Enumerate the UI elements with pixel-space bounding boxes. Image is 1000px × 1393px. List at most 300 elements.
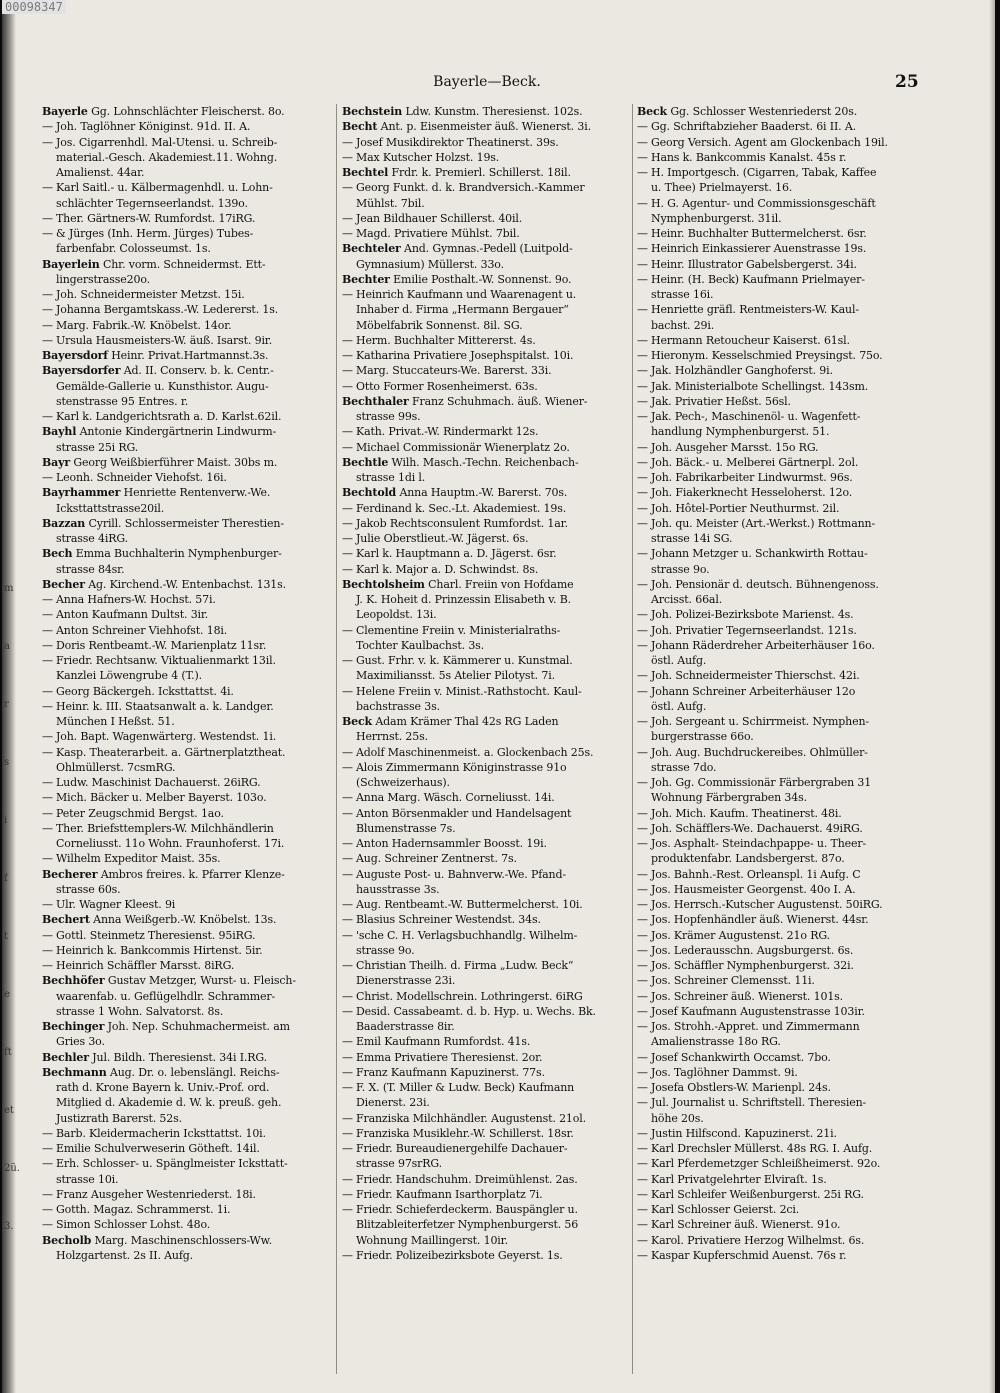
entry-text: Wilhelm Expeditor Maist. 35s. <box>56 852 221 866</box>
ditto-dash: — <box>342 288 353 301</box>
entry-text: Emilie Schulverweserin Götheft. 14il. <box>56 1142 260 1155</box>
entry-text: Emma Privatiere Theresienst. 2or. <box>356 1050 543 1064</box>
sub-entry <box>637 379 933 394</box>
sub-entry <box>42 790 338 805</box>
ditto-dash: — <box>42 806 53 820</box>
continuation-line: Tochter Kaulbachst. 3s. <box>356 638 485 652</box>
sub-entry <box>637 623 933 638</box>
ditto-dash: — <box>637 1020 648 1033</box>
continuation-line: Kanzlei Löwengrube 4 (T.). <box>56 669 202 683</box>
sub-entry <box>342 684 638 699</box>
entry-text: Gust. Frhr. v. k. Kämmerer u. Kunstmal. <box>356 654 573 667</box>
ditto-dash: — <box>637 303 648 317</box>
entry-text: Justin Hilfscond. Kapuzinerst. 21i. <box>651 1126 837 1140</box>
ditto-dash: — <box>42 211 53 225</box>
entry-text: Jak. Pech-, Maschinenöl- u. Wagenfett- <box>651 410 861 423</box>
sub-entry <box>342 1187 638 1202</box>
sub-entry <box>42 318 338 333</box>
sub-entry <box>342 1065 638 1080</box>
ditto-dash: — <box>342 837 353 850</box>
entry-text: Joh. Polizei-Bezirksbote Marienst. 4s. <box>651 608 854 622</box>
surname-heading: Bechler <box>42 1050 89 1064</box>
ditto-dash: — <box>637 821 648 835</box>
continuation-line: Möbelfabrik Sonnenst. 8il. SG. <box>356 318 523 332</box>
entry-text: Karl Drechsler Müllerst. 48s RG. I. Aufg. <box>651 1142 873 1155</box>
sub-entry <box>342 531 638 546</box>
sub-entry <box>42 226 338 241</box>
ditto-dash: — <box>342 989 353 1003</box>
directory-entry <box>42 912 338 927</box>
entry-text: Franz Ausgeher Westenriederst. 18i. <box>56 1187 256 1201</box>
ditto-dash: — <box>637 776 648 789</box>
entry-text: Hermann Retoucheur Kaiserst. 61sl. <box>651 333 850 347</box>
sub-entry <box>42 607 338 622</box>
ditto-dash: — <box>637 1203 648 1216</box>
margin-mark: m <box>4 583 14 594</box>
entry-text: & Jürges (Inh. Herm. Jürges) Tubes- <box>56 227 254 240</box>
column-1 <box>42 104 338 1263</box>
sub-entry <box>637 1156 933 1171</box>
entry-text: Heinr. k. III. Staatsanwalt a. k. Landger. <box>56 699 274 713</box>
ditto-dash: — <box>342 379 353 393</box>
ditto-dash: — <box>637 867 648 881</box>
ditto-dash: — <box>342 654 353 667</box>
ditto-dash: — <box>42 608 53 622</box>
continuation-line: Leopoldst. 13i. <box>356 608 437 622</box>
sub-entry <box>42 699 338 714</box>
entry-text: Doris Rentbeamt.-W. Marienplatz 11sr. <box>56 638 267 652</box>
surname-heading: Bayerlein <box>42 257 100 271</box>
ditto-dash: — <box>637 669 648 683</box>
ditto-dash: — <box>342 516 353 530</box>
entry-text: Marg. Maschinenschlossers-Ww. <box>91 1233 272 1247</box>
directory-entry <box>42 257 338 272</box>
directory-entry <box>342 394 638 409</box>
ditto-dash: — <box>42 852 53 866</box>
directory-entry <box>342 455 638 470</box>
surname-heading: Beck <box>342 715 373 728</box>
entry-text: Jos. Taglöhner Dammst. 9i. <box>651 1065 798 1079</box>
continuation-line: farbenfabr. Colosseumst. 1s. <box>56 242 211 256</box>
sub-entry <box>637 516 933 531</box>
sub-entry <box>637 867 933 882</box>
sub-entry <box>342 958 638 973</box>
ditto-dash: — <box>342 1248 353 1262</box>
entry-text: Jos. Cigarrenhdl. Mal-Utensi. u. Schreib- <box>56 135 278 149</box>
directory-entry <box>342 165 638 180</box>
sub-entry <box>637 150 933 165</box>
sub-entry <box>637 943 933 958</box>
sub-entry <box>342 440 638 455</box>
ditto-dash: — <box>342 425 353 439</box>
ditto-dash: — <box>637 440 648 454</box>
entry-text: F. X. (T. Miller & Ludw. Beck) Kaufmann <box>356 1081 575 1094</box>
continuation-line: östl. Aufg. <box>651 654 707 667</box>
entry-text: Jakob Rechtsconsulent Rumfordst. 1ar. <box>356 516 568 530</box>
entry-text: Heinr. (H. Beck) Kaufmann Prielmayer- <box>651 272 865 286</box>
sub-entry <box>637 272 933 287</box>
entry-text: Gottl. Steinmetz Theresienst. 95iRG. <box>56 928 256 942</box>
continuation-line: strasse 99s. <box>356 410 421 423</box>
column-3 <box>637 104 933 1263</box>
surname-heading: Bechtolsheim <box>342 577 425 591</box>
ditto-dash: — <box>637 1050 648 1064</box>
directory-entry <box>42 485 338 500</box>
ditto-dash: — <box>42 1157 53 1171</box>
continuation-line: Blitzableiterfetzer Nymphenburgerst. 56 <box>356 1218 579 1232</box>
entry-text: Kaspar Kupferschmid Auenst. 76s r. <box>651 1248 847 1262</box>
directory-entry <box>42 577 338 592</box>
ditto-dash: — <box>637 806 648 820</box>
ditto-dash: — <box>342 1065 353 1079</box>
continuation-line: bachstrasse 3s. <box>356 699 440 713</box>
continuation-line: strasse 60s. <box>56 882 121 896</box>
continuation-line: strasse 25i RG. <box>56 440 139 454</box>
entry-text: Simon Schlosser Lohst. 48o. <box>56 1218 211 1232</box>
sub-entry <box>42 943 338 958</box>
entry-text: Karl k. Landgerichtsrath a. D. Karlst.62il. <box>56 410 282 423</box>
entry-text: Henriette Rentenverw.-We. <box>120 486 271 500</box>
entry-text: Ferdinand k. Sec.-Lt. Akademiest. 19s. <box>356 501 567 515</box>
ditto-dash: — <box>42 699 53 713</box>
ditto-dash: — <box>637 1096 648 1110</box>
entry-text: Jos. Schreiner äuß. Wienerst. 101s. <box>651 989 844 1003</box>
entry-text: H. G. Agentur- und Commissionsgeschäft <box>651 196 876 210</box>
ditto-dash: — <box>637 1218 648 1232</box>
ditto-dash: — <box>342 562 353 576</box>
entry-text: And. Gymnas.-Pedell (Luitpold- <box>400 242 573 256</box>
continuation-line: Holzgartenst. 2s II. Aufg. <box>56 1248 194 1262</box>
entry-text: Karl Saitl.- u. Kälbermagenhdl. u. Lohn- <box>56 181 273 195</box>
sub-entry <box>342 1004 638 1019</box>
entry-text: Heinrich k. Bankcommis Hirtenst. 5ir. <box>56 943 263 957</box>
entry-text: Jean Bildhauer Schillerst. 40il. <box>356 211 523 225</box>
continuation-line: Icksttattstrasse20il. <box>56 501 165 515</box>
continuation-line: Maximiliansst. 5s Atelier Pilotyst. 7i. <box>356 669 555 683</box>
sub-entry <box>342 211 638 226</box>
entry-text: Charl. Freiin von Hofdame <box>424 577 574 591</box>
sub-entry <box>42 653 338 668</box>
margin-mark: 2ũ. <box>4 1163 20 1174</box>
margin-mark: s <box>4 757 10 768</box>
surname-heading: Bayrhammer <box>42 486 121 500</box>
directory-entry <box>42 973 338 988</box>
ditto-dash: — <box>342 227 353 240</box>
entry-text: Leonh. Schneider Viehofst. 16i. <box>56 471 227 484</box>
surname-heading: Bayr <box>42 455 71 469</box>
sub-entry <box>637 684 933 699</box>
entry-text: Jos. Hausmeister Georgenst. 40o I. A. <box>651 882 856 896</box>
surname-heading: Bechteler <box>342 242 401 256</box>
ditto-dash: — <box>42 791 53 805</box>
ditto-dash: — <box>42 333 53 347</box>
entry-text: Friedr. Kaufmann Isarthorplatz 7i. <box>356 1187 543 1201</box>
continuation-line: höhe 20s. <box>651 1111 704 1125</box>
ditto-dash: — <box>637 166 648 179</box>
sub-entry <box>42 821 338 836</box>
continuation-line: burgerstrasse 66o. <box>651 730 754 744</box>
sub-entry <box>342 1126 638 1141</box>
continuation-line: strasse 9o. <box>651 562 710 576</box>
sub-entry <box>342 1034 638 1049</box>
surname-heading: Beck <box>637 105 668 118</box>
entry-text: Magd. Privatiere Mühlst. 7bil. <box>356 227 520 240</box>
entry-text: Jos. Bahnh.-Rest. Orleanspl. 1i Aufg. C <box>651 867 861 881</box>
sub-entry <box>637 821 933 836</box>
entry-text: Anna Hauptm.-W. Barerst. 70s. <box>396 486 568 500</box>
ditto-dash: — <box>42 638 53 652</box>
ditto-dash: — <box>637 638 648 652</box>
ditto-dash: — <box>637 837 648 850</box>
continuation-line: schlächter Tegernseerlandst. 139o. <box>56 196 248 210</box>
surname-heading: Bayhl <box>42 425 77 439</box>
ditto-dash: — <box>637 974 648 988</box>
directory-page <box>2 0 995 1393</box>
entry-text: Joh. Nep. Schuhmachermeist. am <box>104 1020 290 1033</box>
ditto-dash: — <box>637 715 648 728</box>
sub-entry <box>637 1187 933 1202</box>
directory-entry <box>342 485 638 500</box>
sub-entry <box>637 1217 933 1232</box>
sub-entry <box>637 714 933 729</box>
entry-text: Josef Musikdirektor Theatinerst. 39s. <box>356 135 559 149</box>
ditto-dash: — <box>637 928 648 942</box>
ditto-dash: — <box>42 1142 53 1155</box>
ditto-dash: — <box>637 1233 648 1247</box>
ditto-dash: — <box>637 1142 648 1155</box>
ditto-dash: — <box>342 867 353 881</box>
entry-text: Jos. Asphalt- Steindachpappe- u. Theer- <box>651 837 867 850</box>
ditto-dash: — <box>42 684 53 698</box>
entry-text: Adolf Maschinenmeist. a. Glockenbach 25s. <box>356 745 594 759</box>
entry-text: Friedr. Schieferdeckerm. Bauspängler u. <box>356 1203 578 1216</box>
surname-heading: Bechert <box>42 913 90 927</box>
surname-heading: Bechtold <box>342 486 397 500</box>
sub-entry <box>42 287 338 302</box>
entry-text: Gotth. Magaz. Schrammerst. 1i. <box>56 1203 231 1216</box>
continuation-line: Dienerstrasse 23i. <box>356 974 456 988</box>
entry-text: Jul. Journalist u. Schriftstell. Theresien- <box>651 1096 867 1110</box>
entry-text: Jos. Krämer Augustenst. 21o RG. <box>651 928 830 942</box>
surname-heading: Bechtle <box>342 455 389 469</box>
ditto-dash: — <box>637 394 648 408</box>
sub-entry <box>637 1095 933 1110</box>
ditto-dash: — <box>342 791 353 805</box>
entry-text: Johann Schreiner Arbeiterhäuser 12o <box>651 684 856 698</box>
ditto-dash: — <box>42 623 53 637</box>
continuation-line: strasse 97srRG. <box>356 1157 443 1171</box>
entry-text: Karl k. Major a. D. Schwindst. 8s. <box>356 562 539 576</box>
entry-text: Josefa Obstlers-W. Marienpl. 24s. <box>651 1081 831 1094</box>
entry-text: Ldw. Kunstm. Theresienst. 102s. <box>402 105 583 118</box>
sub-entry <box>342 1202 638 1217</box>
ditto-dash: — <box>637 501 648 515</box>
sub-entry <box>342 1248 638 1263</box>
sub-entry <box>342 912 638 927</box>
directory-entry <box>342 104 638 119</box>
sub-entry <box>342 379 638 394</box>
continuation-line: Dienerst. 23i. <box>356 1096 430 1110</box>
continuation-line: produktenfabr. Landsbergerst. 87o. <box>651 852 845 866</box>
ditto-dash: — <box>637 943 648 957</box>
ditto-dash: — <box>637 1157 648 1171</box>
sub-entry <box>42 806 338 821</box>
entry-text: Emma Buchhalterin Nymphenburger- <box>72 547 282 561</box>
continuation-line: Ohlmüllerst. 7csmRG. <box>56 760 176 774</box>
continuation-line: Amalienst. 44ar. <box>56 166 145 179</box>
continuation-line: strasse 1di l. <box>356 471 426 484</box>
entry-text: Anna Marg. Wäsch. Corneliusst. 14i. <box>356 791 555 805</box>
directory-entry <box>342 241 638 256</box>
ditto-dash: — <box>637 1081 648 1094</box>
entry-text: Joh. Schneidermeister Metzst. 15i. <box>56 288 245 301</box>
ditto-dash: — <box>342 1111 353 1125</box>
ditto-dash: — <box>637 364 648 378</box>
ditto-dash: — <box>637 577 648 591</box>
entry-text: Christ. Modellschrein. Lothringerst. 6iRG <box>356 989 583 1003</box>
continuation-line: Corneliusst. 11o Wohn. Fraunhoferst. 17i. <box>56 837 285 850</box>
sub-entry <box>637 135 933 150</box>
entry-text: Franz Kaufmann Kapuzinerst. 77s. <box>356 1065 545 1079</box>
sub-entry <box>637 775 933 790</box>
directory-entry <box>42 867 338 882</box>
ditto-dash: — <box>342 333 353 347</box>
entry-text: Joh. Gg. Commissionär Färbergraben 31 <box>651 776 872 789</box>
surname-heading: Bechthaler <box>342 394 409 408</box>
entry-text: Kath. Privat.-W. Rindermarkt 12s. <box>356 425 539 439</box>
entry-text: Jos. Lederausschn. Augsburgerst. 6s. <box>651 943 854 957</box>
directory-entry <box>342 577 638 592</box>
continuation-line: u. Thee) Prielmayerst. 16. <box>651 181 793 195</box>
sub-entry <box>637 546 933 561</box>
sub-entry <box>637 958 933 973</box>
continuation-line: stenstrasse 95 Entres. r. <box>56 394 189 408</box>
sub-entry <box>342 1050 638 1065</box>
ditto-dash: — <box>342 349 353 362</box>
ditto-dash: — <box>42 1203 53 1216</box>
margin-mark: i <box>4 815 8 826</box>
page-right-edge <box>989 0 995 1393</box>
entry-text: Joh. Aug. Buchdruckereibes. Ohlmüller- <box>651 745 868 759</box>
entry-text: Gg. Schriftabzieher Baaderst. 6i II. A. <box>651 120 856 134</box>
continuation-line: Wohnung Färbergraben 34s. <box>651 791 807 805</box>
ditto-dash: — <box>637 1172 648 1186</box>
ditto-dash: — <box>342 898 353 911</box>
directory-entry <box>42 363 338 378</box>
ditto-dash: — <box>342 928 353 942</box>
entry-text: Aug. Rentbeamt.-W. Buttermelcherst. 10i. <box>356 898 583 911</box>
sub-entry <box>637 455 933 470</box>
continuation-line: Arcisst. 66al. <box>651 593 723 606</box>
entry-text: Ursula Hausmeisters-W. äuß. Isarst. 9ir. <box>56 333 273 347</box>
ditto-dash: — <box>342 1004 353 1018</box>
entry-text: Antonie Kindergärtnerin Lindwurm- <box>76 425 277 439</box>
entry-text: Peter Zeugschmid Bergst. 1ao. <box>56 806 224 820</box>
sub-entry <box>637 1126 933 1141</box>
sub-entry <box>342 851 638 866</box>
ditto-dash: — <box>342 135 353 149</box>
surname-heading: Becher <box>42 577 85 591</box>
entry-text: Aug. Dr. o. lebenslängl. Reichs- <box>106 1065 280 1079</box>
ditto-dash: — <box>42 928 53 942</box>
ditto-dash: — <box>637 1126 648 1140</box>
sub-entry <box>342 226 638 241</box>
ditto-dash: — <box>42 776 53 789</box>
sub-entry <box>42 775 338 790</box>
entry-text: Franziska Musiklehr.-W. Schillerst. 18sr. <box>356 1126 574 1140</box>
sub-entry <box>342 1141 638 1156</box>
sub-entry <box>42 1187 338 1202</box>
entry-text: Georg Bäckergeh. Icksttattst. 4i. <box>56 684 234 698</box>
sub-entry <box>342 989 638 1004</box>
surname-heading: Becholb <box>42 1233 92 1247</box>
sub-entry <box>42 729 338 744</box>
ditto-dash: — <box>42 135 53 149</box>
continuation-line: München I Heßst. 51. <box>56 715 175 728</box>
ditto-dash: — <box>42 288 53 301</box>
ditto-dash: — <box>342 959 353 972</box>
directory-entry <box>42 1050 338 1065</box>
entry-text: Ludw. Maschinist Dachauerst. 26iRG. <box>56 776 261 789</box>
margin-mark: ft <box>4 1047 12 1058</box>
ditto-dash: — <box>637 547 648 561</box>
sub-entry <box>637 333 933 348</box>
ditto-dash: — <box>42 303 53 317</box>
entry-text: Karl Pferdemetzger Schleißheimerst. 92o. <box>651 1157 881 1171</box>
sub-entry <box>637 165 933 180</box>
entry-text: Ther. Gärtners-W. Rumfordst. 17iRG. <box>56 211 256 225</box>
ditto-dash: — <box>637 196 648 210</box>
entry-text: Jul. Bildh. Theresienst. 34i I.RG. <box>88 1050 267 1064</box>
continuation-line: handlung Nymphenburgerst. 51. <box>651 425 830 439</box>
directory-entry <box>42 546 338 561</box>
ditto-dash: — <box>42 1218 53 1232</box>
continuation-line: Wohnung Maillingerst. 10ir. <box>356 1233 508 1247</box>
sub-entry <box>42 180 338 195</box>
ditto-dash: — <box>637 516 648 530</box>
surname-heading: Bayerle <box>42 105 88 118</box>
margin-mark: et <box>4 1105 14 1116</box>
directory-entry <box>42 424 338 439</box>
surname-heading: Bechhöfer <box>42 974 105 988</box>
entry-text: Marg. Stuccateurs-We. Barerst. 33i. <box>356 364 552 378</box>
entry-text: Anna Weißgerb.-W. Knöbelst. 13s. <box>89 913 277 927</box>
entry-text: Mich. Bäcker u. Melber Bayerst. 103o. <box>56 791 267 805</box>
directory-entry <box>42 1019 338 1034</box>
sub-entry <box>342 562 638 577</box>
entry-text: Emil Kaufmann Rumfordst. 41s. <box>356 1035 531 1049</box>
entry-text: Karl Privatgelehrter Elviraſt. 1s. <box>651 1172 827 1186</box>
margin-mark: e <box>4 989 10 1000</box>
ditto-dash: — <box>637 455 648 469</box>
sub-entry <box>637 394 933 409</box>
directory-entry <box>42 348 338 363</box>
ditto-dash: — <box>637 471 648 484</box>
entry-text: Hieronym. Kesselschmied Preysingst. 75o. <box>651 349 883 362</box>
entry-text: Joh. Sergeant u. Schirrmeist. Nymphen- <box>651 715 869 728</box>
sub-entry <box>637 745 933 760</box>
surname-heading: Bechter <box>342 272 390 286</box>
sub-entry <box>342 653 638 668</box>
sub-entry <box>637 470 933 485</box>
entry-text: Johanna Bergamtskass.-W. Ledererst. 1s. <box>56 303 279 317</box>
entry-text: Gg. Schlosser Westenriederst 20s. <box>667 105 858 118</box>
sub-entry <box>42 623 338 638</box>
entry-text: Auguste Post- u. Bahnverw.-We. Pfand- <box>356 867 566 881</box>
continuation-line: strasse 1 Wohn. Salvatorst. 8s. <box>56 1004 224 1018</box>
margin-mark: r <box>4 699 9 710</box>
entry-text: Max Kutscher Holzst. 19s. <box>356 150 500 164</box>
